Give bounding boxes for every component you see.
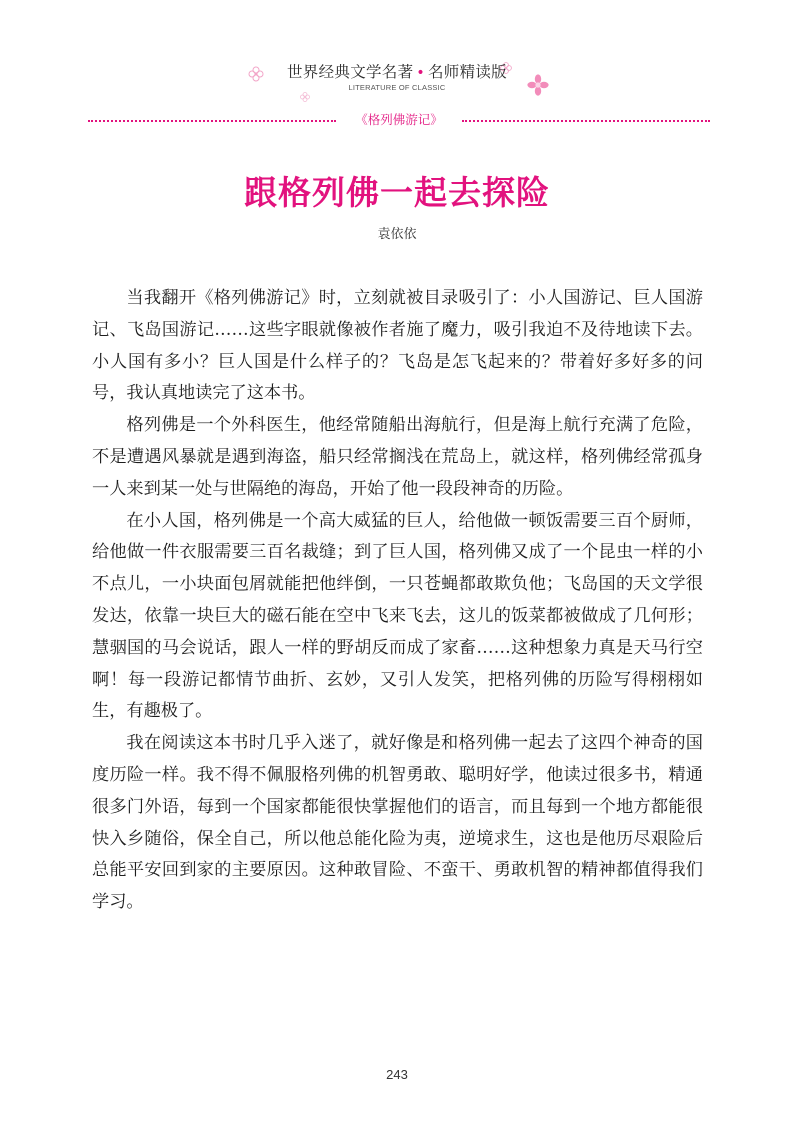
series-edition: 名师精读版 [427,63,507,81]
paragraph: 格列佛是一个外科医生，他经常随船出海航行，但是海上航行充满了危险，不是遭遇风暴就是遇到海盗，船只经常搁浅在荒岛上，就这样，格列佛经常孤身一人来到某一处与世隔绝的海岛，开始了他一段段神奇的历险。 [92,415,703,499]
article-title: 跟格列佛一起去探险 [244,173,550,212]
series-header [0,62,794,93]
series-line [0,62,794,83]
book-title: 《格列佛游记》 [355,112,443,127]
series-separator: • [416,65,425,81]
book-title-divider [88,112,710,130]
series-english: LITERATURE OF CLASSIC [348,83,446,92]
paragraph: 当我翻开《格列佛游记》时，立刻就被目录吸引了：小人国游记、巨人国游记、飞岛国游记……这些字眼就像被作者施了魔力，吸引我迫不及待地读下去。小人国有多小？巨人国是什么样子的？飞岛是怎飞起来的？带着好多好多的问号，我认真地读完了这本书。 [92,288,703,404]
article-author: 袁依依 [377,227,417,242]
flower-decoration-left-small [300,92,310,102]
divider-dots-right [462,120,710,122]
paragraph: 我在阅读这本书时几乎入迷了，就好像是和格列佛一起去了这四个神奇的国度历险一样。我不得不佩服格列佛的机智勇敢、聪明好学，他读过很多书，精通很多门外语，每到一个国家都能很快掌握他们的语言，而且每到一个地方都能很快入乡随俗，保全自己，所以他总能化险为夷，逆境求生，这也是他历尽艰险后总能平安回到家的主要原因。这种敢冒险、不蛮干、勇敢机智的精神都值得我们学习。 [92,733,703,913]
paragraph: 在小人国，格列佛是一个高大威猛的巨人，给他做一顿饭需要三百个厨师，给他做一件衣服需要三百名裁缝；到了巨人国，格列佛又成了一个昆虫一样的小不点儿，一小块面包屑就能把他绊倒，一只苍蝇都敢欺负他；飞岛国的天文学很发达，依靠一块巨大的磁石能在空中飞来飞去，这儿的饭菜都被做成了几何形；慧骃国的马会说话，跟人一样的野胡反而成了家畜……这种想象力真是天马行空啊！每一段游记都情节曲折、玄妙，又引人发笑，把格列佛的历险写得栩栩如生，有趣极了。 [92,510,703,722]
page-number: 243 [386,1067,408,1082]
article-body [92,283,703,919]
series-title: 世界经典文学名著 [287,63,414,81]
